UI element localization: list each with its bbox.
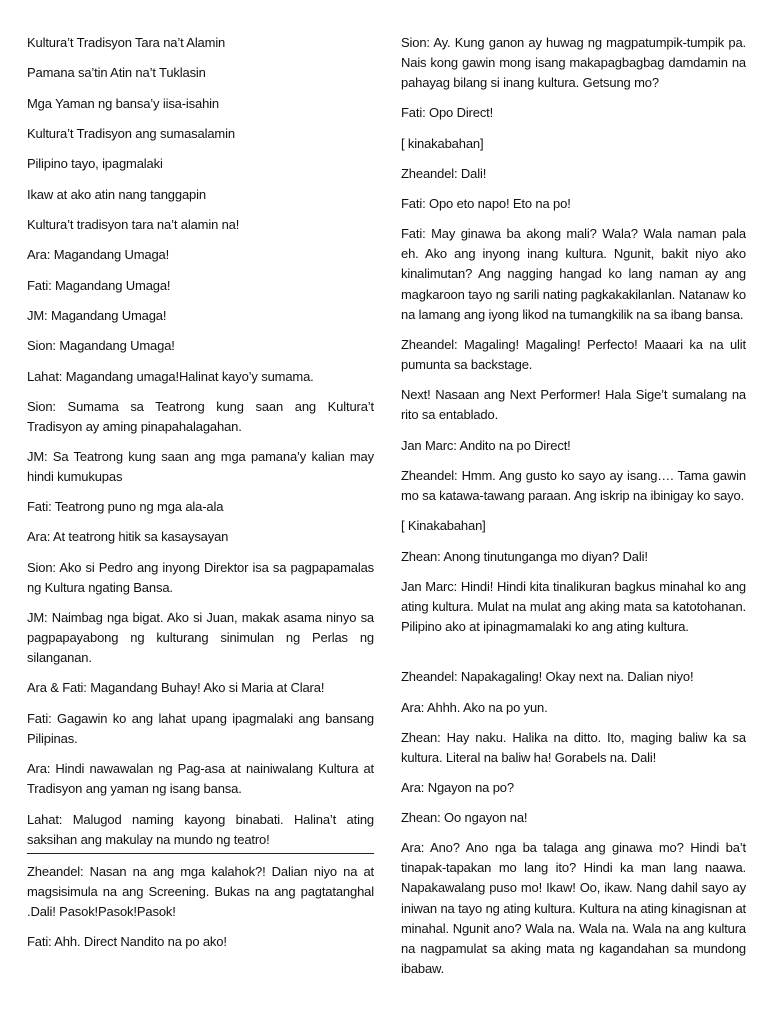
dialogue-line: Jan Marc: Andito na po Direct!: [401, 438, 571, 453]
dialogue-line: Zheandel: Dali!: [401, 166, 487, 181]
dialogue-line: Zhean: Hay naku. Halika na ditto. Ito, maging baliw ka sa kultura. Literal na baliw ha! Gorabels na. Dali!: [401, 730, 746, 766]
dialogue-line: Zheandel: Hmm. Ang gusto ko sayo ay isang…. Tama gawin mo sa katawa-tawang paraan. Ang iskrip na ibinigay ko sayo.: [401, 468, 746, 504]
song-line: Kultura’t tradisyon tara na’t alamin na!: [27, 217, 240, 232]
dialogue-line: Lahat: Magandang umaga!Halinat kayo’y sumama.: [27, 369, 314, 384]
dialogue-line: JM: Sa Teatrong kung saan ang mga pamana’y kalian may hindi kumukupas: [27, 449, 374, 485]
stage-direction: [ kinakabahan]: [401, 136, 484, 151]
dialogue-line: Ara: At teatrong hitik sa kasaysayan: [27, 529, 229, 544]
dialogue-line: Ara: Magandang Umaga!: [27, 247, 170, 262]
song-line: Kultura’t Tradisyon ang sumasalamin: [27, 126, 235, 141]
song-line: Pilipino tayo, ipagmalaki: [27, 156, 163, 171]
dialogue-line: Fati: Ahh. Direct Nandito na po ako!: [27, 934, 227, 949]
dialogue-line: Zhean: Oo ngayon na!: [401, 810, 528, 825]
dialogue-line: Fati: May ginawa ba akong mali? Wala? Wala naman pala eh. Ako ang inyong inang kultura. Ngunit, bakit niyo ako kinalimutan? Ang nagging hangad ko lang naman ay ang magkaroon tayo ng sarili nating pagkakakilanlan. Natanaw ko na lamang ang iyong likod na tumangkilik na sa ibang bansa.: [401, 226, 746, 322]
dialogue-line: Ara & Fati: Magandang Buhay! Ako si Maria at Clara!: [27, 680, 325, 695]
dialogue-line: Lahat: Malugod naming kayong binabati. Halina’t ating saksihan ang makulay na mundo ng teatro!: [27, 812, 374, 848]
song-line: Ikaw at ako atin nang tanggapin: [27, 187, 206, 202]
dialogue-line: Zheandel: Napakagaling! Okay next na. Dalian niyo!: [401, 669, 694, 684]
dialogue-line: Ara: Ngayon na po?: [401, 780, 514, 795]
dialogue-line: Sion: Ako si Pedro ang inyong Direktor isa sa pagpapamalas ng Kultura ngating Bansa.: [27, 560, 374, 596]
dialogue-line: Fati: Magandang Umaga!: [27, 278, 171, 293]
dialogue-line: Ara: Ahhh. Ako na po yun.: [401, 700, 548, 715]
song-line: Mga Yaman ng bansa’y iisa-isahin: [27, 96, 219, 111]
dialogue-line: Sion: Magandang Umaga!: [27, 338, 175, 353]
horizontal-rule: [27, 853, 374, 854]
dialogue-line: Zheandel: Magaling! Magaling! Perfecto! Maaari ka na ulit pumunta sa backstage.: [401, 337, 746, 373]
dialogue-line: JM: Magandang Umaga!: [27, 308, 167, 323]
song-line: Kultura’t Tradisyon Tara na’t Alamin: [27, 35, 226, 50]
dialogue-line: Zheandel: Nasan na ang mga kalahok?! Dalian niyo na at magsisimula na ang Screening. Bukas na ang pagtatanghal .Dali! Pasok!Pasok!Pasok!: [27, 864, 374, 920]
dialogue-line: Fati: Opo Direct!: [401, 105, 494, 120]
dialogue-line: Fati: Gagawin ko ang lahat upang ipagmalaki ang bansang Pilipinas.: [27, 711, 374, 747]
dialogue-line: Fati: Teatrong puno ng mga ala-ala: [27, 499, 224, 514]
dialogue-line: Fati: Opo eto napo! Eto na po!: [401, 196, 571, 211]
song-line: Pamana sa’tin Atin na’t Tuklasin: [27, 65, 206, 80]
dialogue-line: Sion: Ay. Kung ganon ay huwag ng magpatumpik-tumpik pa. Nais kong gawin mong isang makapagbagbag damdamin na pahayag bilang si inang kultura. Getsung mo?: [401, 35, 746, 91]
dialogue-line: Zhean: Anong tinutunganga mo diyan? Dali!: [401, 549, 648, 564]
dialogue-line: JM: Naimbag nga bigat. Ako si Juan, makak asama ninyo sa pagpapayabong ng kulturang sinimulan ng Perlas ng silanganan.: [27, 610, 374, 666]
stage-direction: [ Kinakabahan]: [401, 518, 486, 533]
dialogue-line: Sion: Sumama sa Teatrong kung saan ang Kultura’t Tradisyon ay aming pinapahalagahan.: [27, 399, 374, 435]
dialogue-line: Ara: Hindi nawawalan ng Pag-asa at nainiwalang Kultura at Tradisyon ang yaman ng isang bansa.: [27, 761, 374, 797]
dialogue-line: Next! Nasaan ang Next Performer! Hala Sige’t sumalang na rito sa entablado.: [401, 387, 746, 423]
dialogue-line: Ara: Ano? Ano nga ba talaga ang ginawa mo? Hindi ba’t tinapak-tapakan mo lang ito? Hindi ka man lang naawa. Napakawalang puso mo! Ikaw! Oo, ikaw. Nang dahil sayo ay iniwan na tayo ng ating kultura. Kultura na ating kinagisnan at minahal. Ngunit ano? Wala na. Wala na. Wala na ang kultura na nagpamulat sa aking mata ng kagandahan sa mundong ibabaw.: [401, 840, 746, 977]
dialogue-line: Jan Marc: Hindi! Hindi kita tinalikuran bagkus minahal ko ang ating kultura. Mulat na mulat ang aking mata sa katotohanan. Pilipino ako at ipinagmamalaki ko ang ating kultura.: [401, 579, 746, 635]
